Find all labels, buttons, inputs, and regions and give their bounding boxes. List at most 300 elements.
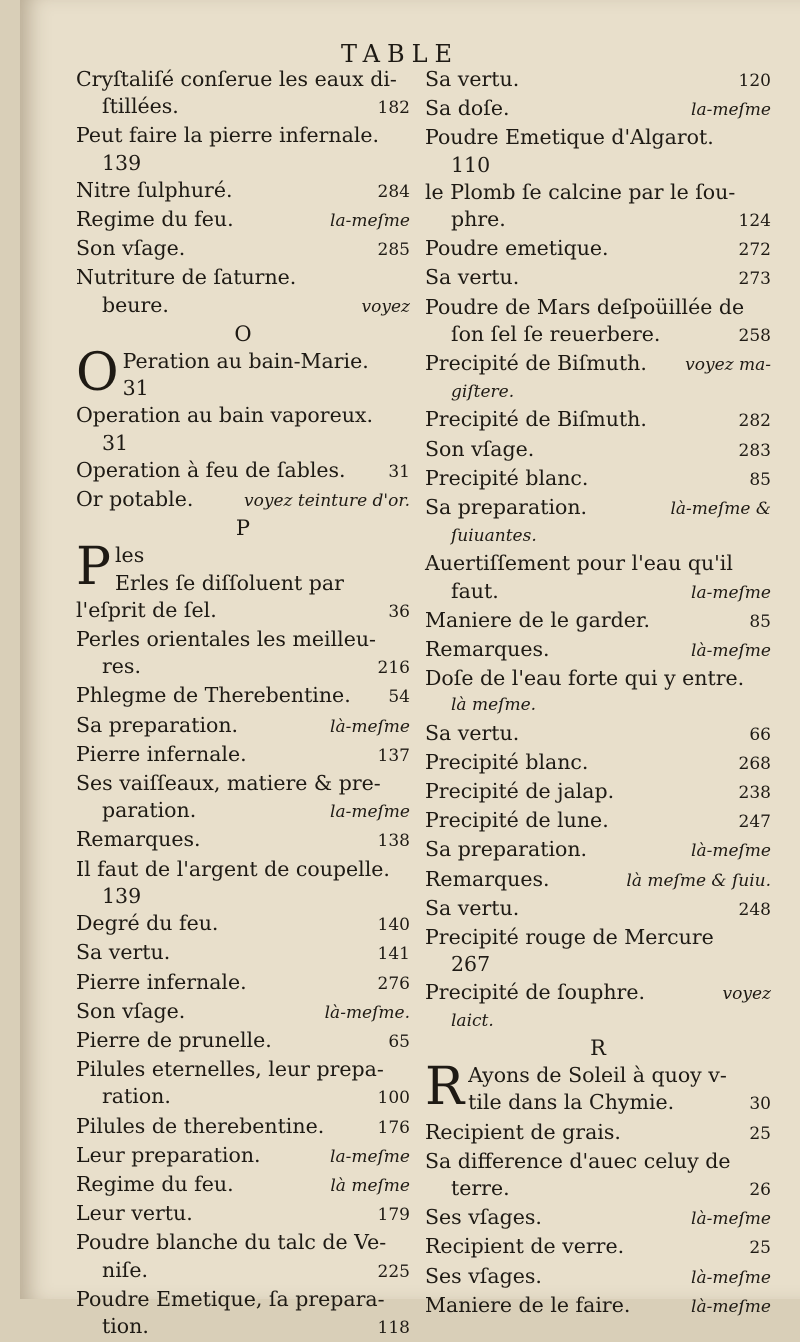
- entry-continuation: faut.: [451, 578, 499, 603]
- entry-line: [425, 1008, 771, 1035]
- entry-text: Pierre de prunelle.: [76, 1027, 272, 1052]
- cross-reference: la-meſme: [330, 211, 410, 232]
- entry-text: Remarques.: [425, 866, 550, 891]
- entry-text: Operation au bain vaporeux.: [76, 403, 373, 428]
- entry-line: [425, 607, 771, 636]
- entry-text: Il faut de l'argent de coupelle.: [76, 856, 390, 881]
- index-entry-maniere2: [425, 1292, 771, 1321]
- entry-text: Sa doſe.: [425, 96, 510, 121]
- entry-text: Erles ſe diſſoluent par: [115, 570, 344, 595]
- entry-line: [425, 1119, 771, 1148]
- entry-line: [123, 375, 410, 402]
- entry-text: Peut faire la pierre infernale.: [76, 123, 380, 148]
- entry-line: [425, 1292, 771, 1321]
- entry-text: Precipité blanc.: [425, 465, 589, 490]
- entry-line: [76, 826, 410, 855]
- entry-text: Operation à feu de ſables.: [76, 457, 346, 482]
- entry-line: [76, 1142, 410, 1171]
- entry-text: Sa vertu.: [76, 940, 171, 965]
- drop-cap: P: [76, 542, 111, 598]
- entry-text: Precipité rouge de Mercure: [425, 925, 714, 950]
- index-entry-son2: [76, 998, 410, 1027]
- page-number: 54: [388, 687, 410, 708]
- entry-line: [76, 1286, 410, 1313]
- entry-line: [115, 570, 410, 597]
- entry-text: Precipité de Biſmuth.: [425, 407, 647, 432]
- cross-reference: la-meſme: [330, 1146, 410, 1167]
- section-letter: R: [590, 1035, 606, 1060]
- page-number: 36: [388, 601, 410, 622]
- entry-line: [425, 979, 771, 1008]
- page-number: 216: [377, 658, 410, 679]
- index-entry-vertu1: [76, 939, 410, 968]
- entry-line: [425, 1233, 771, 1262]
- index-entry-jalap: [425, 778, 771, 807]
- entry-text: Sa vertu.: [425, 895, 520, 920]
- index-entry-pierre2: [76, 969, 410, 998]
- entry-continuation: tion.: [102, 1313, 149, 1338]
- entry-line: [76, 856, 410, 883]
- cross-reference: là-meſme: [691, 1296, 771, 1317]
- index-entry-degre: [76, 910, 410, 939]
- entry-text: Ayons de Soleil à quoy v-: [468, 1063, 727, 1088]
- entry-text: Son vſage.: [76, 236, 186, 261]
- entry-continuation: l'eſprit de ſel.: [76, 597, 217, 622]
- entry-text: Nitre ſulphuré.: [76, 177, 233, 202]
- entry-line: [76, 177, 410, 206]
- entry-line: [76, 122, 410, 149]
- page-number: 248: [738, 899, 771, 920]
- entry-line: [76, 883, 410, 910]
- cross-reference: là meſme & ſuiu.: [626, 870, 771, 891]
- cross-reference: là-meſme: [330, 716, 410, 737]
- entry-line: [425, 636, 771, 665]
- index-entry-bismuth1: [425, 350, 771, 406]
- entry-line: [425, 494, 771, 523]
- entry-line: [76, 1229, 410, 1256]
- index-entry-vertu5: [425, 895, 771, 924]
- page-number: 26: [749, 1179, 771, 1200]
- entry-text: Remarques.: [425, 637, 550, 662]
- section-letter: O: [234, 321, 252, 346]
- entry-line: [76, 486, 410, 515]
- page-number: 120: [738, 71, 771, 91]
- entry-text: Poudre Emetique d'Algarot.: [425, 125, 714, 150]
- entry-line: [425, 206, 771, 235]
- entry-text: Auertiſſement pour l'eau qu'il: [425, 551, 733, 576]
- page-number: 273: [738, 269, 771, 290]
- entry-continuation: phre.: [451, 207, 506, 232]
- index-entry-rayons: [425, 1062, 771, 1118]
- entry-line: [425, 778, 771, 807]
- entry-continuation: terre.: [451, 1175, 510, 1200]
- entry-line: [425, 720, 771, 749]
- entry-line: [76, 292, 410, 321]
- page-number: 25: [749, 1238, 771, 1259]
- index-entry-rouge: [425, 924, 771, 978]
- index-entry-vertu2: [425, 66, 771, 95]
- entry-text: Cryſtaliſé conſerue les eaux di-: [76, 67, 397, 91]
- cross-reference: laict.: [451, 1010, 494, 1031]
- entry-text: Son vſage.: [425, 436, 535, 461]
- entry-line: [76, 797, 410, 826]
- cross-reference: voyez: [361, 296, 410, 317]
- page-number: 176: [377, 1117, 410, 1138]
- cross-reference: là-meſme: [691, 841, 771, 862]
- page-number: 272: [738, 240, 771, 261]
- page-number: 65: [388, 1031, 410, 1052]
- index-entry-poudreemet3: [425, 235, 771, 264]
- entry-text: Pilules de therebentine.: [76, 1113, 325, 1138]
- cross-reference: ſuiuantes.: [451, 526, 537, 547]
- entry-text: Precipité de lune.: [425, 808, 609, 833]
- entry-text: le Plomb ſe calcine par le ſou-: [425, 179, 736, 204]
- entry-text: Precipité de jalap.: [425, 779, 615, 804]
- entry-text: Poudre blanche du talc de Ve-: [76, 1230, 387, 1255]
- entry-line: [76, 150, 410, 177]
- page-number: 182: [377, 98, 410, 119]
- entry-text: Pierre infernale.: [76, 741, 247, 766]
- entry-continuation: res.: [102, 654, 141, 679]
- index-entry-maniere1: [425, 607, 771, 636]
- page-number: 276: [377, 973, 410, 994]
- entry-line: [76, 770, 410, 797]
- page-number: 282: [738, 411, 771, 432]
- entry-text: Precipité blanc.: [425, 749, 589, 774]
- page-header: TABLE: [340, 40, 460, 68]
- index-entry-vertu3: [425, 264, 771, 293]
- entry-line: [76, 93, 410, 122]
- index-entry-leurvertu: [76, 1200, 410, 1229]
- entry-text: Remarques.: [76, 827, 201, 852]
- entry-text: Peration au bain-Marie.: [122, 349, 369, 374]
- entry-line: [76, 264, 410, 291]
- entry-line: [123, 348, 410, 375]
- entry-text: Ses vſages.: [425, 1205, 542, 1230]
- entry-line: [425, 321, 771, 350]
- index-entry-son1: [76, 235, 410, 264]
- entry-prefix: les: [115, 543, 145, 568]
- cross-reference: là-meſme &: [670, 499, 771, 520]
- index-entry-remarques2: [425, 636, 771, 665]
- entry-line: [425, 379, 771, 406]
- entry-line: [76, 1113, 410, 1142]
- entry-text: Degré du feu.: [76, 911, 219, 936]
- entry-text: Sa vertu.: [425, 720, 520, 745]
- page-number: 268: [738, 753, 771, 774]
- entry-text: Doſe de l'eau forte qui y entre.: [425, 666, 745, 691]
- entry-text: Pierre infernale.: [76, 969, 247, 994]
- entry-line: [425, 578, 771, 607]
- page-number: 100: [377, 1088, 410, 1109]
- page-number: 247: [738, 812, 771, 833]
- page-number: 30: [749, 1094, 771, 1115]
- cross-reference: voyez ma-: [685, 355, 771, 376]
- index-entry-cristal: [76, 66, 410, 122]
- entry-line: [425, 749, 771, 778]
- entry-line: [425, 692, 771, 719]
- entry-line: [425, 1175, 771, 1204]
- entry-continuation: 110: [451, 152, 491, 177]
- entry-line: [76, 998, 410, 1027]
- entry-text: Perles orientales les meilleu-: [76, 627, 376, 652]
- entry-line: [425, 550, 771, 577]
- entry-line: [425, 406, 771, 435]
- entry-line: [76, 597, 410, 626]
- entry-line: [76, 910, 410, 939]
- entry-line: [425, 152, 771, 179]
- entry-continuation: 267: [451, 952, 491, 977]
- entry-line: [425, 95, 771, 124]
- index-entry-saprep1: [76, 712, 410, 741]
- entry-line: [76, 1027, 410, 1056]
- page-number: 31: [388, 461, 410, 482]
- index-entry-operation1: [76, 348, 410, 402]
- entry-line: [76, 66, 410, 93]
- index-entry-difference: [425, 1148, 771, 1204]
- entry-line: [76, 1313, 410, 1342]
- entry-line: [468, 1062, 771, 1089]
- entry-dropcap-block: [76, 348, 410, 402]
- cross-reference: la-meſme: [330, 802, 410, 823]
- entry-text: Poudre de Mars deſpoüillée de: [425, 294, 745, 319]
- entry-line: [76, 969, 410, 998]
- page-number: 225: [377, 1261, 410, 1282]
- entry-text: Ses vſages.: [425, 1263, 542, 1288]
- entry-line: [425, 895, 771, 924]
- index-entry-pilules1: [76, 1056, 410, 1112]
- entry-dropcap-block: [425, 1062, 771, 1118]
- index-entry-dose1: [425, 95, 771, 124]
- entry-text: Sa vertu.: [425, 67, 520, 91]
- index-entry-leurprep: [76, 1142, 410, 1171]
- entry-line: [76, 1200, 410, 1229]
- entry-text: Recipient de grais.: [425, 1119, 621, 1144]
- entry-line: [76, 682, 410, 711]
- entry-line: [425, 436, 771, 465]
- index-entry-remarques3: [425, 866, 771, 895]
- index-entry-nutriture: [76, 264, 410, 320]
- entry-line: [425, 465, 771, 494]
- entry-continuation: ſtillées.: [102, 94, 179, 119]
- entry-continuation: 31: [102, 430, 129, 455]
- cross-reference: là-meſme: [691, 1209, 771, 1230]
- entry-line: [468, 1089, 771, 1118]
- index-entry-doseeau: [425, 665, 771, 719]
- cross-reference: là meſme: [330, 1175, 410, 1196]
- cross-reference: là-meſme: [691, 641, 771, 662]
- entry-text: Regime du feu.: [76, 207, 234, 232]
- index-column-left: [76, 66, 410, 1342]
- index-entry-usages2: [425, 1263, 771, 1292]
- index-entry-usages1: [425, 1204, 771, 1233]
- index-entry-vertu4: [425, 720, 771, 749]
- entry-text: Ses vaiſſeaux, matiere & pre-: [76, 771, 381, 796]
- cross-reference: la-meſme: [691, 100, 771, 121]
- entry-line: [425, 1263, 771, 1292]
- entry-text: Pilules eternelles, leur prepa-: [76, 1057, 384, 1082]
- entry-line: [425, 523, 771, 550]
- entry-continuation: ration.: [102, 1084, 171, 1109]
- index-entry-regime1: [76, 206, 410, 235]
- entry-text: Poudre emetique.: [425, 236, 609, 261]
- entry-line: [76, 653, 410, 682]
- page-number: 179: [377, 1205, 410, 1226]
- entry-line: [76, 206, 410, 235]
- index-entry-orpotable: [76, 486, 410, 515]
- entry-line: [425, 1204, 771, 1233]
- entry-line: [425, 264, 771, 293]
- entry-text: Nutriture de ſaturne.: [76, 265, 297, 290]
- index-entry-souphre: [425, 979, 771, 1035]
- entry-text: Sa difference d'auec celuy de: [425, 1148, 731, 1173]
- entry-text: Maniere de le faire.: [425, 1292, 631, 1317]
- index-entry-saprep3: [425, 836, 771, 865]
- entry-dropcap-block: [76, 542, 410, 626]
- entry-continuation: 31: [122, 376, 149, 401]
- entry-line: [76, 626, 410, 653]
- cross-reference: voyez teinture d'or.: [244, 491, 410, 512]
- index-entry-poudremars: [425, 294, 771, 350]
- index-entry-recipient1: [425, 1119, 771, 1148]
- entry-text: Sa preparation.: [425, 495, 588, 520]
- entry-line: [425, 924, 771, 951]
- entry-text: Leur preparation.: [76, 1142, 261, 1167]
- page-number: 124: [738, 211, 771, 232]
- entry-continuation: ſon ſel ſe reuerbere.: [451, 321, 661, 346]
- page-number: 283: [738, 440, 771, 461]
- drop-cap: R: [425, 1062, 465, 1118]
- entry-line: [425, 1148, 771, 1175]
- index-entry-poudreemet1: [76, 1286, 410, 1342]
- entry-line: [425, 665, 771, 692]
- index-entry-avert: [425, 550, 771, 606]
- entry-continuation: 139: [102, 883, 142, 908]
- index-entry-poudreblanche: [76, 1229, 410, 1285]
- index-entry-operation2: [76, 402, 410, 456]
- cross-reference: voyez: [722, 983, 771, 1004]
- entry-text: Precipité de ſouphre.: [425, 979, 646, 1004]
- entry-line: [76, 1083, 410, 1112]
- entry-continuation: niſe.: [102, 1257, 148, 1282]
- entry-line: [76, 939, 410, 968]
- index-column-right: [425, 66, 771, 1321]
- entry-text: Or potable.: [76, 487, 194, 512]
- index-entry-argent: [76, 856, 410, 910]
- page-number: 284: [377, 181, 410, 202]
- entry-line: [76, 1171, 410, 1200]
- entry-line: [425, 124, 771, 151]
- index-entry-nitre: [76, 177, 410, 206]
- entry-line: [76, 235, 410, 264]
- cross-reference: la-meſme: [691, 582, 771, 603]
- entry-continuation: beure.: [102, 292, 169, 317]
- entry-text: Sa preparation.: [76, 712, 239, 737]
- entry-line: [76, 402, 410, 429]
- page-number: 85: [749, 611, 771, 632]
- index-entry-son3: [425, 436, 771, 465]
- entry-text: Recipient de verre.: [425, 1234, 625, 1259]
- index-entry-recipient2: [425, 1233, 771, 1262]
- page-number: 85: [749, 469, 771, 490]
- index-entry-perles2: [76, 626, 410, 682]
- entry-line: [76, 712, 410, 741]
- entry-line: [425, 807, 771, 836]
- index-entry-saprep2: [425, 494, 771, 550]
- entry-text: Sa vertu.: [425, 265, 520, 290]
- entry-line: [76, 430, 410, 457]
- index-entry-lune: [425, 807, 771, 836]
- entry-text: Son vſage.: [76, 998, 186, 1023]
- entry-line: [76, 1257, 410, 1286]
- page-number: 141: [377, 944, 410, 965]
- page-number: 118: [377, 1317, 410, 1338]
- entry-line: [425, 235, 771, 264]
- entry-line: [425, 951, 771, 978]
- entry-line: [425, 179, 771, 206]
- entry-text: Sa preparation.: [425, 837, 588, 862]
- entry-text: Poudre Emetique, ſa prepara-: [76, 1286, 385, 1311]
- entry-line: [425, 66, 771, 95]
- page-number: 238: [738, 783, 771, 804]
- entry-continuation: paration.: [102, 798, 197, 823]
- entry-line: [425, 866, 771, 895]
- index-entry-regime2: [76, 1171, 410, 1200]
- page-number: 258: [738, 325, 771, 346]
- page-number: 140: [377, 915, 410, 936]
- entry-line: [76, 741, 410, 770]
- page-number: 138: [377, 831, 410, 852]
- cross-reference: là-meſme: [691, 1267, 771, 1288]
- page-number: 25: [749, 1123, 771, 1144]
- entry-line: [425, 350, 771, 379]
- index-entry-peut: [76, 122, 410, 176]
- entry-continuation: tile dans la Chymie.: [468, 1090, 675, 1115]
- entry-text: Regime du feu.: [76, 1171, 234, 1196]
- index-entry-vaisseaux: [76, 770, 410, 826]
- index-entry-operation3: [76, 457, 410, 486]
- index-entry-blanc1: [425, 465, 771, 494]
- index-entry-phlegme: [76, 682, 410, 711]
- page-number: 66: [749, 724, 771, 745]
- entry-text: Leur vertu.: [76, 1201, 193, 1226]
- section-letter: P: [235, 516, 251, 541]
- index-entry-pilules2: [76, 1113, 410, 1142]
- index-entry-prunelle: [76, 1027, 410, 1056]
- index-entry-perles1: [76, 542, 410, 626]
- entry-text: Precipité de Biſmuth.: [425, 351, 647, 376]
- page-number: 285: [377, 240, 410, 261]
- entry-line: [76, 457, 410, 486]
- entry-line: [425, 836, 771, 865]
- drop-cap: O: [76, 348, 119, 403]
- entry-text: Maniere de le garder.: [425, 607, 650, 632]
- cross-reference: là-meſme.: [324, 1002, 410, 1023]
- index-entry-remarques1: [76, 826, 410, 855]
- cross-reference: là meſme.: [451, 695, 537, 716]
- entry-continuation: 139: [102, 150, 142, 175]
- page-number: 137: [377, 745, 410, 766]
- entry-line: [76, 1056, 410, 1083]
- entry-line: [425, 294, 771, 321]
- index-entry-blanc2: [425, 749, 771, 778]
- index-entry-pierre1: [76, 741, 410, 770]
- cross-reference: giſtere.: [451, 382, 515, 403]
- index-entry-bismuth2: [425, 406, 771, 435]
- entry-text: Phlegme de Therebentine.: [76, 683, 351, 708]
- index-entry-poudreemet2: [425, 124, 771, 178]
- index-entry-plomb: [425, 179, 771, 235]
